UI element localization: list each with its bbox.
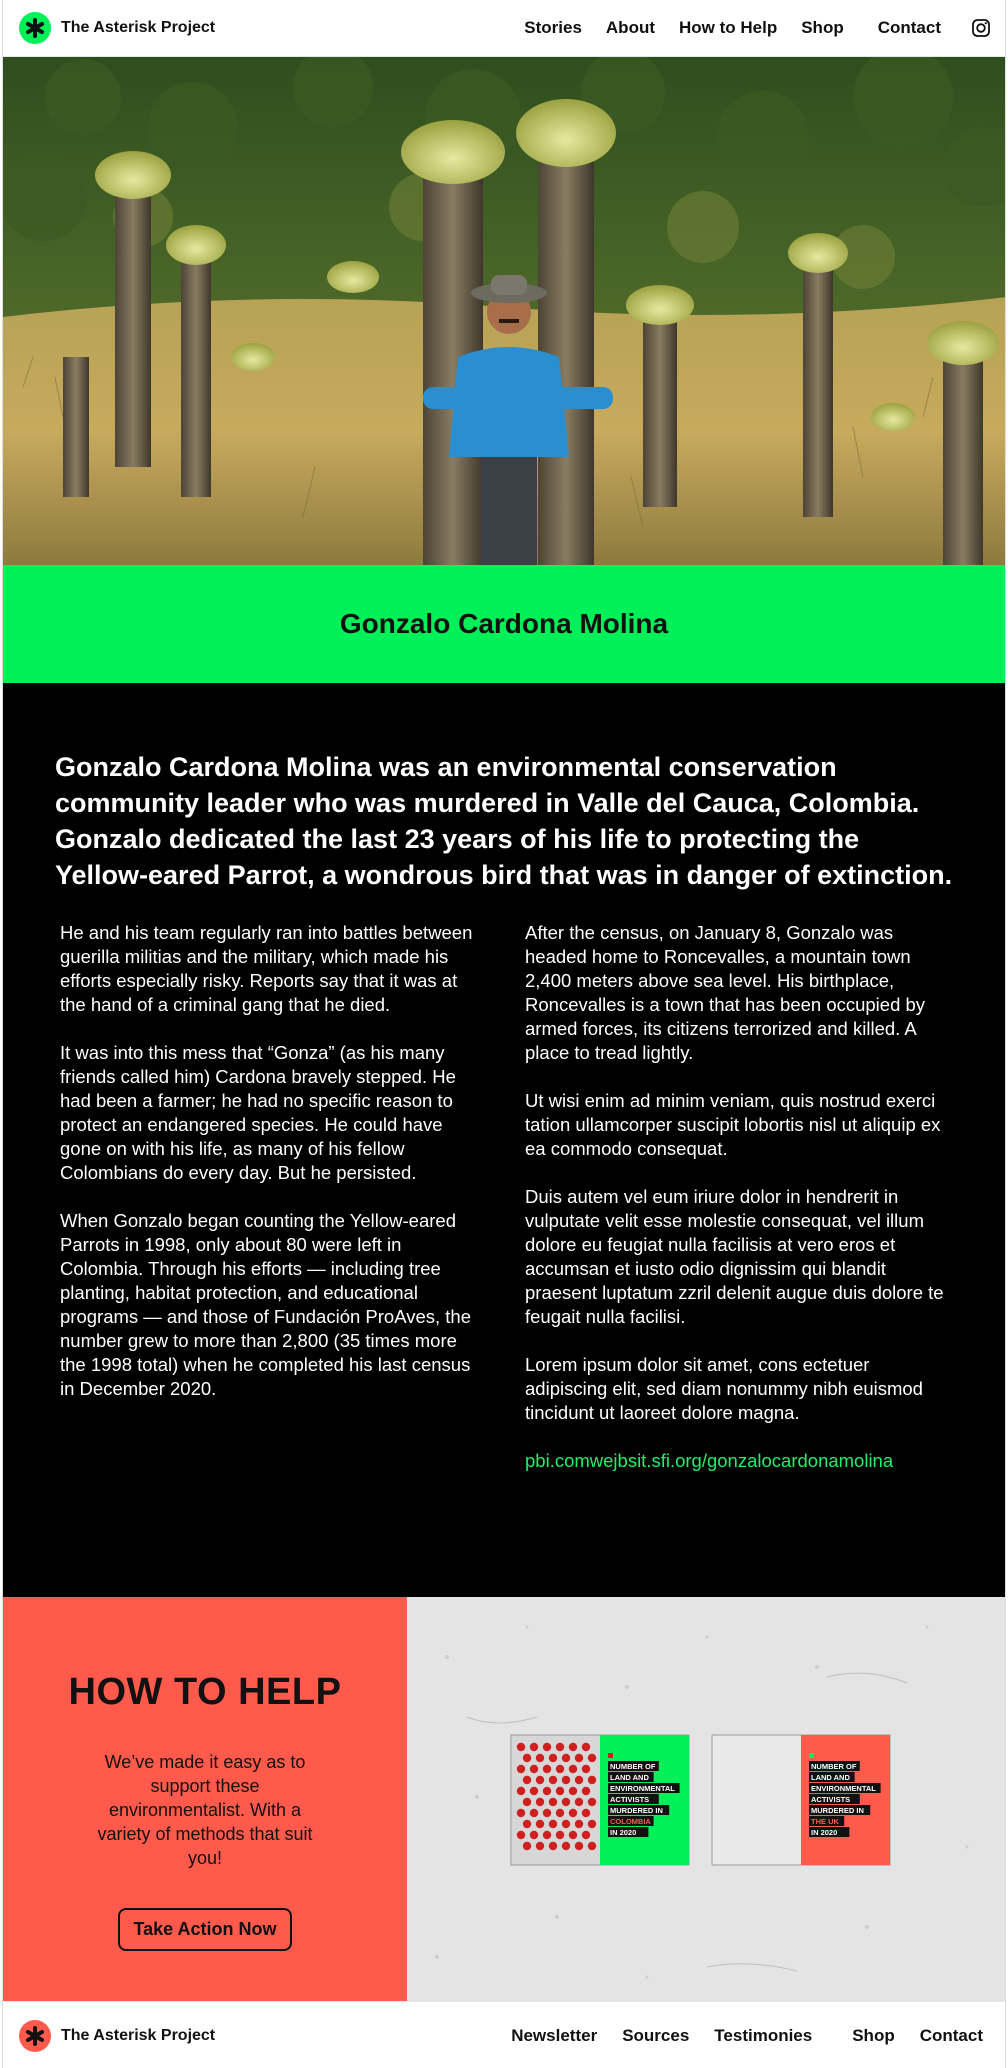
footer-nav-contact[interactable]: Contact <box>919 2025 983 2045</box>
story-section <box>3 683 1005 1597</box>
poster-text-line: LAND AND <box>610 1773 649 1782</box>
profile-name: Gonzalo Cardona Molina <box>339 608 669 639</box>
posters-photo <box>407 1597 1005 2001</box>
asterisk-logo-icon <box>19 2020 51 2052</box>
nav-stories[interactable]: Stories <box>524 18 582 37</box>
story-column-right <box>525 921 947 1497</box>
poster-text-line: ACTIVISTS <box>610 1795 650 1804</box>
story-lead: Gonzalo Cardona Molina was an environmental conservation community leader who was murdered in Valle del Cauca, Colombia. Gonzalo dedicated the last 23 years of his life to protecting the Yellow-eared Parrot, a wondrous bird that was in danger of extinction. <box>55 752 953 890</box>
site-header <box>3 0 1005 57</box>
story-paragraph: He and his team regularly ran into battles between guerilla militias and the military, which made his efforts especially risky. Reports say that it was at the hand of a criminal gang that he died. <box>60 922 473 1015</box>
footer-nav-shop[interactable]: Shop <box>852 2025 895 2045</box>
story-paragraph: After the census, on January 8, Gonzalo was headed home to Roncevalles, a mountain town 2,400 meters above sea level. His birthplace, Roncevalles is a town that has been occupied by armed forces, its citizens terrorized and killed. A place to tread lightly. <box>525 922 926 1063</box>
poster-text-line: COLOMBIA <box>610 1817 651 1826</box>
hero-photo-illustration <box>3 57 1005 565</box>
how-to-help-section <box>3 1597 1005 2001</box>
poster-text-line: MURDERED IN <box>610 1806 663 1815</box>
poster-text-line: IN 2020 <box>811 1828 838 1837</box>
nav-contact[interactable]: Contact <box>877 18 941 37</box>
story-paragraph: When Gonzalo began counting the Yellow-eared Parrots in 1998, only about 80 were left in Colombia. Through his efforts — including tree planting, habitat protection, and educational programs — and those of Fundación ProAves, the number grew to more than 2,800 (35 times more the 1998 total) when he completed his last census in December 2020. <box>60 1210 472 1399</box>
poster-text-line: IN 2020 <box>610 1828 637 1837</box>
nav-about[interactable]: About <box>605 18 655 37</box>
poster-text-line: ENVIRONMENTAL <box>610 1784 675 1793</box>
footer-nav <box>486 2026 983 2046</box>
poster-text-line: THE UK <box>811 1817 839 1826</box>
story-column-left <box>55 921 477 1497</box>
posters-illustration <box>407 1597 1005 2001</box>
site-logo[interactable] <box>19 12 215 44</box>
story-columns <box>55 921 953 1497</box>
asterisk-logo-icon <box>19 12 51 44</box>
instagram-icon[interactable] <box>971 18 991 38</box>
nav-how-to-help[interactable]: How to Help <box>679 18 778 37</box>
footer-nav-newsletter[interactable]: Newsletter <box>511 2025 598 2045</box>
poster-colombia <box>511 1735 689 1865</box>
site-footer <box>3 2001 1005 2068</box>
poster-text-line: ENVIRONMENTAL <box>811 1784 876 1793</box>
story-paragraph: It was into this mess that “Gonza” (as his many friends called him) Cardona bravely stepped. He had been a farmer; he had no specific reason to protect an endangered species. He could have gone on with his life, as many of his fellow Colombians do every day. But he persisted. <box>60 1042 456 1183</box>
footer-brand-name: The Asterisk Project <box>61 2026 216 2044</box>
poster-text-line: NUMBER OF <box>610 1762 656 1771</box>
story-paragraph: Ut wisi enim ad minim veniam, quis nostrud exerci tation ullamcorper suscipit lobortis nisl ut aliquip ex ea commodo consequat. <box>525 1090 941 1159</box>
how-to-help-panel <box>3 1597 407 2001</box>
poster-text-line: ACTIVISTS <box>811 1795 851 1804</box>
poster-text-line: NUMBER OF <box>811 1762 857 1771</box>
profile-name-band <box>3 565 1005 683</box>
nav-shop[interactable]: Shop <box>801 18 844 37</box>
poster-text-line: LAND AND <box>811 1773 850 1782</box>
source-link[interactable]: pbi.comwejbsit.sfi.org/gonzalocardonamolina <box>525 1450 894 1471</box>
how-to-help-title: HOW TO HELP <box>68 1671 342 1713</box>
story-paragraph: Lorem ipsum dolor sit amet, cons ectetuer adipiscing elit, sed diam nonummy nibh euismod tincidunt ut laoreet dolore magna. <box>525 1354 923 1423</box>
footer-logo[interactable] <box>19 2020 215 2052</box>
poster-text-line: MURDERED IN <box>811 1806 864 1815</box>
footer-nav-testimonies[interactable]: Testimonies <box>714 2025 813 2045</box>
how-to-help-text: We’ve made it easy as to support these environmentalist. With a variety of methods that suit you! <box>97 1752 313 1868</box>
main-nav <box>500 18 991 38</box>
hero-photo <box>3 57 1005 565</box>
take-action-button[interactable]: Take Action Now <box>118 1908 291 1951</box>
footer-nav-sources[interactable]: Sources <box>622 2025 690 2045</box>
poster-uk <box>712 1735 890 1865</box>
story-paragraph: Duis autem vel eum iriure dolor in hendrerit in vulputate velit esse molestie consequat, vel illum dolore eu feugiat nulla facilisis at vero eros et accumsan et iusto odio dignissim qui blandit praesent luptatum zzril delenit augue duis dolore te feugait nulla facilisi. <box>525 1186 944 1327</box>
brand-name: The Asterisk Project <box>61 19 216 36</box>
